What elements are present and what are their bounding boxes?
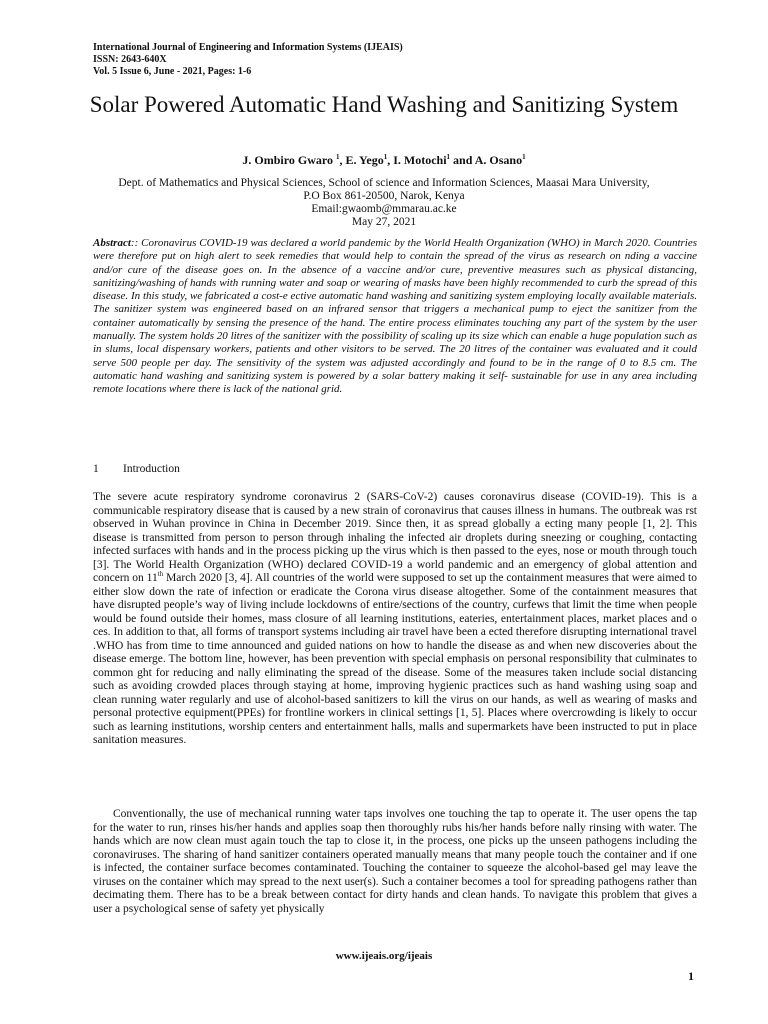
author-name: , I. Motochi [387, 153, 447, 167]
paragraph-text: March 2020 [3, 4]. All countries of the world were supposed to set up the containment measures that were aimed to either slow down the rate of infection or eradicate the Corona virus disease altogether. Some of the containment measures that have disrupted people’s way of living include lockdowns of entire/sections of the country, curfews that limit the time when people would be found outside their homes, mass closure of all learning institutions, eateries, entertainment places, market places and o ces. In addition to that, all forms of transport systems including air travel have been a ected therefore disrupting international travel .WHO has from time to time announced and guided nations on how to handle the disease as and when new discoveries about the disease emerge. The bottom line, however, has been prevention with special emphasis on personal responsibility that culminates to common ght for reducing and nally eliminating the spread of the disease. Some of the measures taken include social distancing such as avoiding crowded places through staying at home, improving hygienic practices such as hand washing using soap and clean running water regularly and use of alcohol-based sanitizers to kill the virus on our hands, as well as wearing of masks and personal protective equipment(PPEs) for frontline workers in clinical settings [1, 5]. Places where overcrowding is likely to occur such as learning institutions, worship centers and entertainment halls, malls and supermarkets have been instructed to put in place sanitation measures. [93, 572, 697, 746]
paper-date: May 27, 2021 [351, 216, 417, 228]
section-title: Introduction [123, 463, 180, 475]
author-name: and A. Osano [450, 153, 523, 167]
affiliation-mark: 1 [446, 153, 451, 161]
author-name: , E. Yego [339, 153, 384, 167]
author-list [60, 153, 708, 167]
affiliation-department: Dept. of Mathematics and Physical Sciences, School of science and Information Sciences, Maasai Mara University, [118, 177, 650, 189]
affiliation-mark: 1 [522, 153, 526, 161]
journal-header [93, 42, 403, 78]
abstract-text: :: Coronavirus COVID-19 was declared a world pandemic by the World Health Organization (WHO) in March 2020. Countries were therefore put on high alert to seek remedies that would help to contain the spread of the virus as research on nding a vaccine and/or cure of the disease goes on. In the absence of a vaccine and/or cure, preventive measures such as physical distancing, sanitizing/washing of hands with running water and soap or wearing of masks have been highly recommended to curb the spread of this disease. In this study, we fabricated a cost-e ective automatic hand washing and sanitizing system employing locally available materials. The sanitizer system was engineered based on an infrared sensor that triggers a mechanical pump to eject the sanitizer from the container automatically by sensing the presence of the hand. The entire process eliminates touching any part of the system by the user manually. The system holds 20 litres of the sanitizer with the possibility of scaling up its size which can enable a huge population such as in slums, local dispensary workers, patients and other visitors to be served. The 20 litres of the container was evaluated and it could serve 500 people per day. The sensitivity of the system was adjusted accordingly and found to be in the range of 0 to 8.5 cm. The automatic hand washing and sanitizing system is powered by a solar battery making it self- sustainable for use in any area including remote locations where there is lack of the national grid. [93, 237, 697, 396]
journal-name: International Journal of Engineering and Information Systems (IJEAIS) [93, 42, 403, 53]
intro-paragraph-1 [93, 491, 697, 748]
journal-volume: Vol. 5 Issue 6, June - 2021, Pages: 1-6 [93, 66, 252, 77]
author-name: J. Ombiro Gwaro [242, 153, 336, 167]
intro-paragraph-2: Conventionally, the use of mechanical running water taps involves one touching the tap to operate it. The user opens the tap for the water to run, rinses his/her hands and applies soap then thoroughly rubs his/her hands before nally rinsing with water. The hands which are now clean must again touch the tap to close it, in the process, one picks up the unseen pathogens including the coronaviruses. The sharing of hand sanitizer containers operated manually means that many people touch the container and if one is infected, the container surface becomes contaminated. Touching the container to squeeze the alcohol-based gel may leave the viruses on the container which may spread to the next user(s). Such a container becomes a tool for spreading pathogens rather than decimating them. There has to be a break between contact for dirty hands and clean hands. To navigate this problem that gives a user a psychological sense of safety yet physically [93, 808, 697, 915]
page-number: 1 [688, 969, 694, 983]
section-number: 1 [93, 463, 99, 475]
affiliation-mark: 1 [383, 153, 388, 161]
ordinal-superscript: th [157, 570, 164, 579]
abstract-label: Abstract [93, 237, 131, 249]
affiliation-email: Email:gwaomb@mmarau.ac.ke [311, 203, 457, 215]
paragraph-text: The severe acute respiratory syndrome coronavirus 2 (SARS-CoV-2) causes coronavirus disease (COVID-19). This is a communicable respiratory disease that is caused by a new strain of coronavirus that causes illness in humans. The outbreak was rst observed in Wuhan province in China in December 2019. Since then, it as spread globally a ecting many people [1, 2]. This disease is transmitted from person to person through inhaling the infected air droplets during sneezing or coughing, contacting infected surfaces with hands and in the process picking up the virus which is then passed to the eyes, nose or mouth through touch [3]. The World Health Organization (WHO) declared COVID-19 a world pandemic and an emergency of global attention and concern on 11 [93, 491, 697, 584]
journal-issn: ISSN: 2643-640X [93, 54, 167, 65]
abstract [93, 237, 697, 397]
footer-url[interactable]: www.ijeais.org/ijeais [335, 950, 433, 962]
affiliation-address: P.O Box 861-20500, Narok, Kenya [303, 190, 465, 202]
paper-title: Solar Powered Automatic Hand Washing and Sanitizing System [89, 92, 679, 117]
affiliation-mark: 1 [335, 153, 340, 161]
section-heading [93, 463, 180, 475]
affiliation-block [60, 177, 708, 229]
